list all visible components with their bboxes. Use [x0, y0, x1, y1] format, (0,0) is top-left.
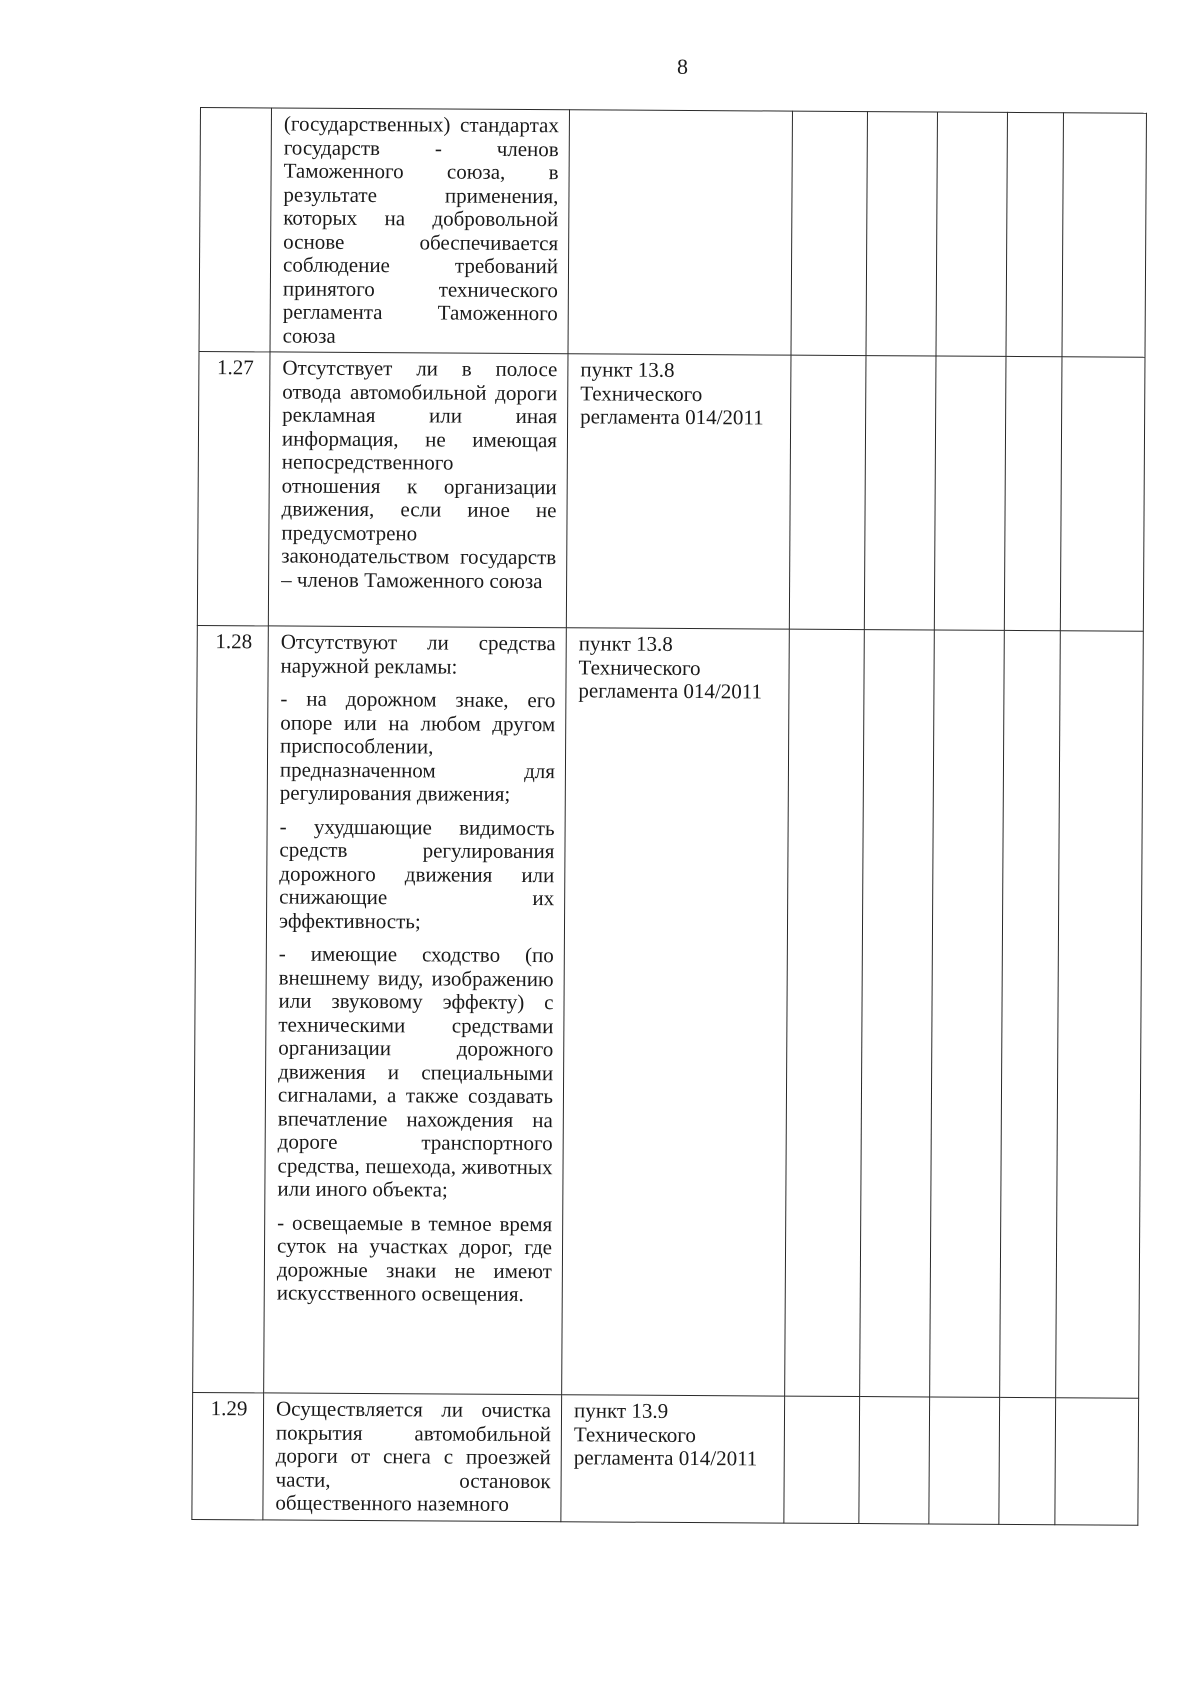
answer-cell	[1004, 356, 1062, 630]
answer-cell	[791, 111, 867, 355]
table-row	[193, 625, 1144, 1398]
answer-cell	[934, 356, 1006, 630]
answer-cell	[1006, 112, 1063, 356]
answer-cell	[860, 630, 935, 1397]
table-row	[192, 1392, 1139, 1524]
answer-cell	[859, 1397, 930, 1524]
page-number: 8	[677, 54, 688, 79]
answer-cell	[789, 355, 866, 629]
requirement-cell	[270, 108, 569, 354]
requirement-text: Осуществляется ли очистка покрытия автомобильной дороги от снега с проезжей части, остановок общественного наземного	[275, 1396, 552, 1516]
notes-cell	[1062, 113, 1146, 358]
answer-cell	[936, 112, 1007, 356]
reference-cell: пункт 13.9 Технического регламента 014/2011	[561, 1395, 785, 1523]
notes-cell	[1055, 1398, 1139, 1525]
answer-cell	[930, 630, 1005, 1397]
table-row	[197, 351, 1145, 631]
requirement-text: Отсутствует ли в полосе отвода автомобильной дороги рекламная или иная информация, не имеющая непосредственного отношения к организации движения, если иное не предусмотрено законодательством государств – членов Таможенного союза	[281, 355, 558, 593]
notes-cell	[1056, 631, 1144, 1398]
table-row	[199, 108, 1146, 358]
row-number: 1.28	[193, 625, 269, 1392]
answer-cell	[864, 356, 936, 630]
requirement-cell	[263, 1393, 562, 1521]
answer-cell	[784, 1396, 860, 1523]
answer-cell	[785, 629, 865, 1396]
requirement-text: Отсутствуют ли средства наружной рекламы:	[280, 629, 556, 679]
answer-cell	[866, 112, 937, 356]
reference-cell: пункт 13.8 Технического регламента 014/2011	[562, 628, 790, 1396]
requirement-text: (государственных) стандартах государств - членов Таможенного союза, в результате применения, которых на добровольной основе обеспечивается соблюдение требований принятого технического регламента Таможенного союза	[282, 111, 559, 348]
answer-cell	[929, 1397, 1000, 1524]
reference-cell: пункт 13.8 Технического регламента 014/2011	[566, 354, 791, 629]
requirement-item: - освещаемые в темное время суток на участках дорог, где дорожные знаки не имеют искусственного освещения.	[276, 1209, 553, 1306]
answer-cell	[1000, 630, 1061, 1397]
row-number: 1.29	[192, 1392, 264, 1519]
notes-cell	[1060, 357, 1145, 632]
row-number	[199, 108, 271, 352]
answer-cell	[999, 1397, 1056, 1524]
row-number: 1.27	[197, 351, 270, 625]
requirement-cell	[264, 626, 567, 1395]
reference-cell	[568, 110, 792, 355]
requirement-item: - на дорожном знаке, его опоре или на любом другом приспособлении, предназначенном для регулирования движения;	[279, 686, 556, 806]
requirement-item: - имеющие сходство (по внешнему виду, изображению или звуковому эффекту) с техническими средствами организации дорожного движения и специальными сигналами, а также создавать впечатление нахождения на дороге транспортного средства, пешехода, животных или иного объекта;	[277, 941, 554, 1202]
checklist-table	[191, 107, 1147, 1525]
requirement-cell	[268, 352, 568, 628]
requirement-item: - ухудшающие видимость средств регулирования дорожного движения или снижающие их эффективность;	[278, 813, 555, 933]
